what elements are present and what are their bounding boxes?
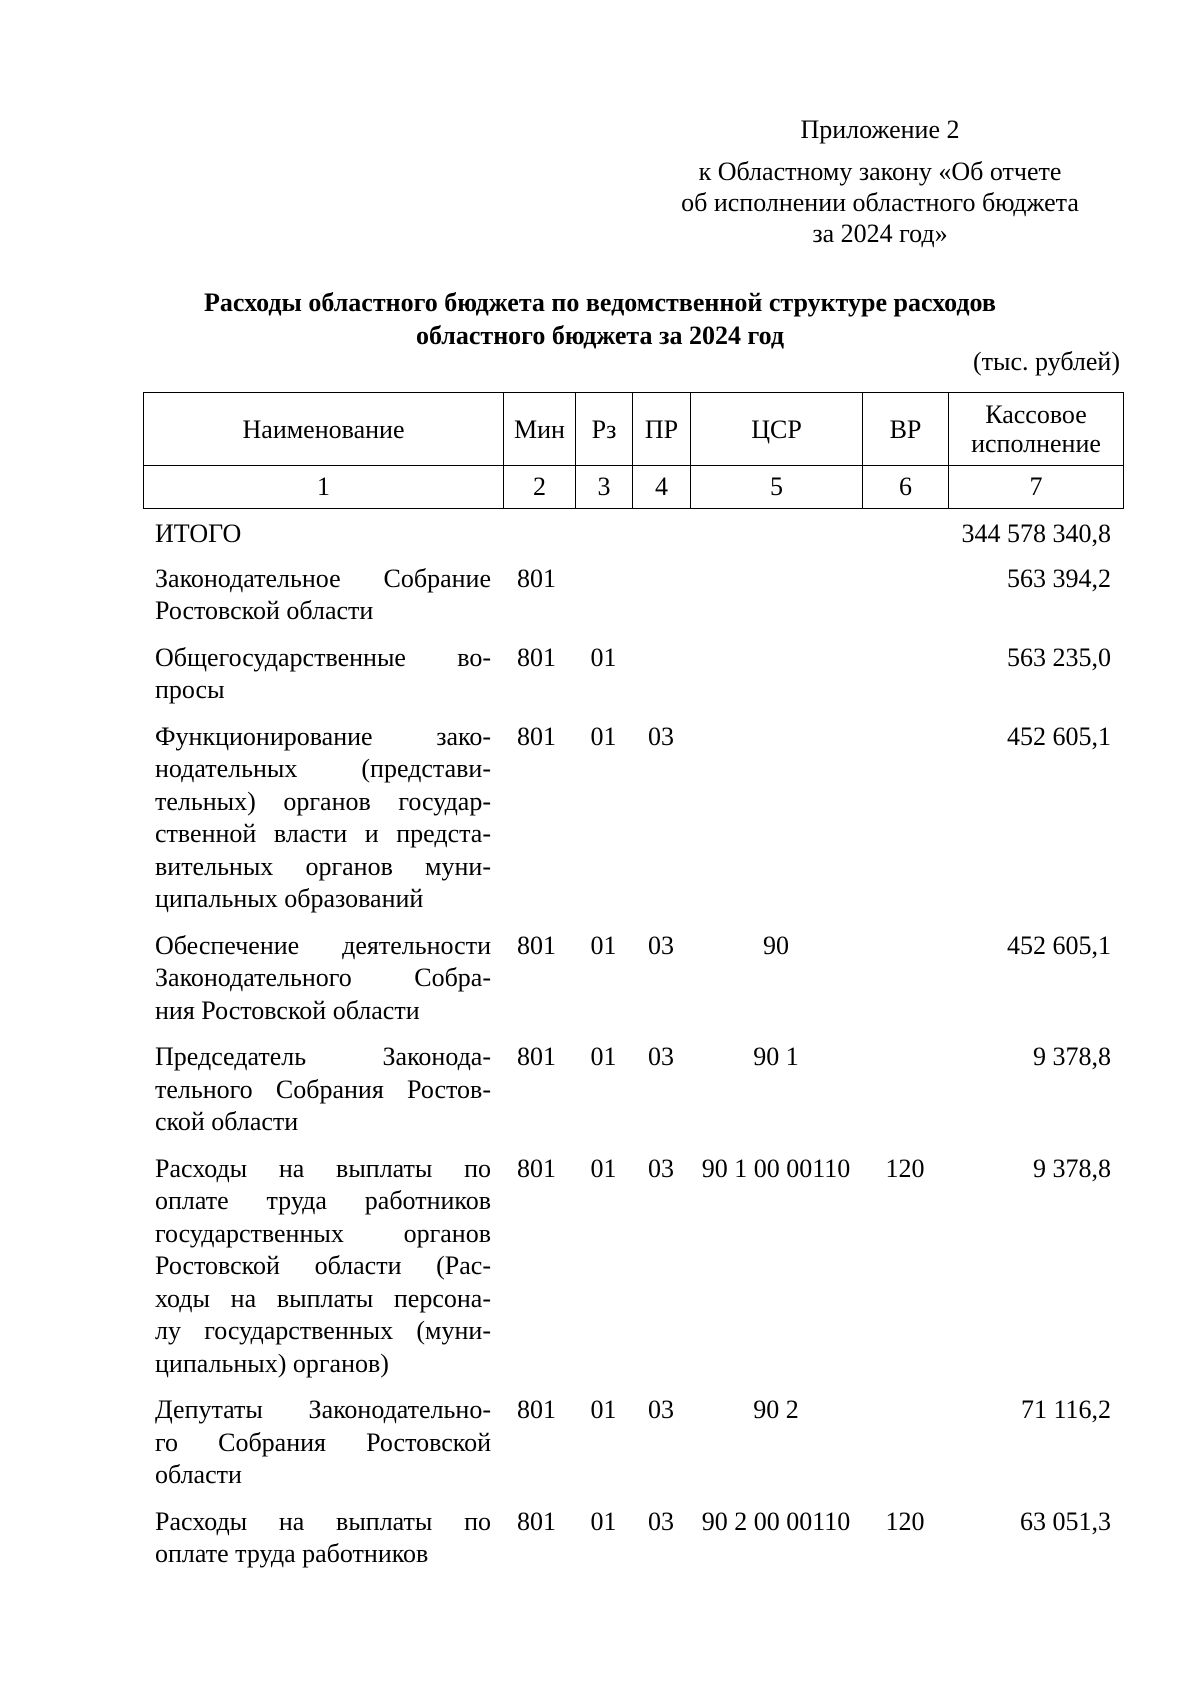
row-vr: 120 bbox=[885, 1153, 925, 1183]
column-number: 3 bbox=[576, 466, 633, 509]
row-csr bbox=[690, 642, 862, 721]
title-line: Расходы областного бюджета по ведомственной структуре расходов bbox=[204, 288, 996, 317]
row-vr bbox=[862, 930, 948, 1042]
row-name-line: ципальных) органов) bbox=[155, 1348, 389, 1378]
appendix-label: Приложение 2 bbox=[800, 115, 960, 144]
header-min: Мин bbox=[504, 393, 576, 466]
row-min: 801 bbox=[517, 563, 556, 593]
row-csr bbox=[690, 563, 862, 642]
row-pr: 03 bbox=[648, 1506, 674, 1536]
appendix-reference bbox=[600, 156, 1160, 249]
appendix-ref-line: за 2024 год» bbox=[812, 219, 948, 248]
row-name-line: Председатель Законода- bbox=[155, 1042, 491, 1071]
row-vr bbox=[862, 642, 948, 721]
row-vr bbox=[862, 563, 948, 642]
row-min: 801 bbox=[517, 1395, 556, 1424]
row-csr: 90 2 bbox=[753, 1395, 799, 1424]
row-amount: 71 116,2 bbox=[1020, 1395, 1111, 1424]
row-pr: 03 bbox=[648, 1395, 674, 1424]
row-csr: 90 1 00 00110 bbox=[701, 1153, 851, 1183]
column-number: 7 bbox=[949, 466, 1124, 509]
column-number: 4 bbox=[633, 466, 691, 509]
row-name-line: оплате труда работников bbox=[155, 1186, 491, 1215]
row-name-line: тельных) органов государ- bbox=[155, 786, 491, 816]
row-csr: 90 1 bbox=[753, 1042, 799, 1071]
row-amount: 452 605,1 bbox=[1007, 721, 1111, 751]
table-row bbox=[143, 721, 1123, 930]
row-rz: 01 bbox=[590, 1042, 617, 1071]
row-amount: 452 605,1 bbox=[1007, 930, 1111, 960]
row-name-line: области bbox=[155, 1460, 242, 1489]
table-row bbox=[143, 930, 1123, 1042]
row-amount: 63 051,3 bbox=[1020, 1506, 1111, 1536]
row-min: 801 bbox=[517, 642, 556, 672]
column-number: 2 bbox=[504, 466, 576, 509]
header-rz: Рз bbox=[576, 393, 633, 466]
row-amount: 9 378,8 bbox=[1033, 1042, 1111, 1071]
row-name-line: государственных органов bbox=[155, 1218, 491, 1248]
row-name-line: лу государственных (муни- bbox=[155, 1316, 491, 1345]
row-name-line: ходы на выплаты персона- bbox=[155, 1283, 491, 1313]
expenditure-table bbox=[143, 518, 1123, 1585]
row-name-line: Функционирование зако- bbox=[155, 721, 491, 751]
row-rz bbox=[575, 563, 632, 642]
row-name-line: Ростовской области (Рас- bbox=[155, 1251, 491, 1280]
row-pr: 03 bbox=[648, 1042, 674, 1071]
row-rz: 01 bbox=[590, 642, 617, 672]
row-name bbox=[143, 1506, 503, 1585]
row-csr: 90 bbox=[763, 930, 789, 960]
total-amount: 344 578 340,8 bbox=[961, 519, 1111, 548]
total-row bbox=[143, 518, 1123, 563]
row-pr bbox=[632, 563, 690, 642]
appendix-ref-line: к Областному закону «Об отчете bbox=[698, 157, 1062, 186]
row-name-line: Законодательное Собрание bbox=[155, 563, 491, 593]
units-note: (тыс. рублей) bbox=[972, 347, 1120, 376]
row-name-line: Обеспечение деятельности bbox=[155, 930, 491, 960]
row-pr bbox=[632, 642, 690, 721]
total-label: ИТОГО bbox=[155, 519, 242, 548]
header-name: Наименование bbox=[144, 393, 504, 466]
table-row bbox=[143, 1506, 1123, 1585]
row-name bbox=[143, 721, 503, 930]
row-min: 801 bbox=[517, 1153, 556, 1183]
header-amount bbox=[949, 393, 1124, 466]
row-name bbox=[143, 642, 503, 721]
table-row bbox=[143, 1153, 1123, 1395]
header-pr: ПР bbox=[633, 393, 691, 466]
row-name bbox=[143, 1394, 503, 1506]
row-rz: 01 bbox=[590, 930, 617, 960]
row-pr: 03 bbox=[648, 721, 674, 751]
row-amount: 563 235,0 bbox=[1007, 642, 1111, 672]
table-row bbox=[143, 1041, 1123, 1153]
row-name-line: оплате труда работников bbox=[155, 1539, 429, 1568]
row-name-line: Расходы на выплаты по bbox=[155, 1506, 491, 1536]
table-rows bbox=[143, 563, 1123, 1585]
row-amount: 9 378,8 bbox=[1033, 1153, 1111, 1183]
row-name-line: нодательных (представи- bbox=[155, 754, 491, 783]
row-name-line: Общегосударственные во- bbox=[155, 642, 491, 672]
row-name-line: просы bbox=[155, 675, 225, 704]
row-vr: 120 bbox=[885, 1506, 925, 1536]
row-vr bbox=[862, 1041, 948, 1153]
row-min: 801 bbox=[517, 721, 556, 751]
table-row bbox=[143, 642, 1123, 721]
row-name-line: ской области bbox=[155, 1107, 299, 1136]
row-rz: 01 bbox=[590, 1506, 617, 1536]
row-name bbox=[143, 563, 503, 642]
document-title bbox=[150, 286, 1050, 352]
row-min: 801 bbox=[517, 930, 556, 960]
row-name-line: ния Ростовской области bbox=[155, 995, 420, 1025]
column-number: 1 bbox=[144, 466, 504, 509]
row-name-line: Расходы на выплаты по bbox=[155, 1153, 491, 1183]
appendix-ref-line: об исполнении областного бюджета bbox=[681, 188, 1079, 217]
row-vr bbox=[862, 1394, 948, 1506]
row-name bbox=[143, 1153, 503, 1395]
row-name bbox=[143, 1041, 503, 1153]
row-name-line: Ростовской области bbox=[155, 596, 374, 625]
row-rz: 01 bbox=[590, 721, 617, 751]
row-rz: 01 bbox=[590, 1395, 617, 1424]
row-min: 801 bbox=[517, 1042, 556, 1071]
row-name-line: Депутаты Законодательно- bbox=[155, 1395, 491, 1424]
row-pr: 03 bbox=[648, 1153, 674, 1183]
column-number: 6 bbox=[863, 466, 949, 509]
header-amount-line: исполнение bbox=[971, 429, 1101, 458]
row-name-line: Законодательного Собра- bbox=[155, 963, 491, 992]
table-header bbox=[143, 392, 1124, 509]
row-min: 801 bbox=[517, 1506, 556, 1536]
row-name-line: ципальных образований bbox=[155, 884, 424, 913]
row-name-line: вительных органов муни- bbox=[155, 851, 491, 881]
row-name-line: го Собрания Ростовской bbox=[155, 1427, 491, 1457]
row-csr: 90 2 00 00110 bbox=[701, 1506, 851, 1536]
row-name bbox=[143, 930, 503, 1042]
row-pr: 03 bbox=[648, 930, 674, 960]
row-name-line: тельного Собрания Ростов- bbox=[155, 1074, 491, 1104]
column-number: 5 bbox=[691, 466, 863, 509]
header-csr: ЦСР bbox=[691, 393, 863, 466]
row-name-line: ственной власти и предста- bbox=[155, 819, 491, 848]
table-row bbox=[143, 1394, 1123, 1506]
row-vr bbox=[862, 721, 948, 930]
header-amount-line: Кассовое bbox=[985, 400, 1087, 429]
table-row bbox=[143, 563, 1123, 642]
title-line: областного бюджета за 2024 год bbox=[415, 321, 785, 350]
row-amount: 563 394,2 bbox=[1007, 563, 1111, 593]
row-rz: 01 bbox=[590, 1153, 617, 1183]
row-csr bbox=[690, 721, 862, 930]
header-vr: ВР bbox=[863, 393, 949, 466]
